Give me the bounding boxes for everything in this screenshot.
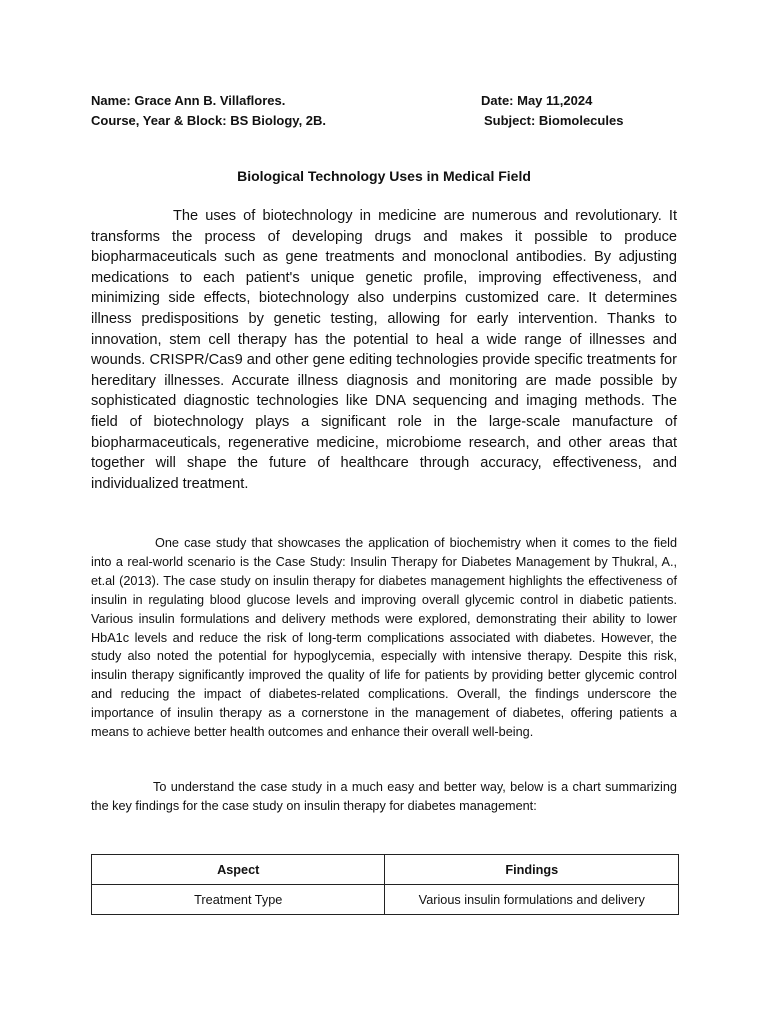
paragraph-chart-intro: To understand the case study in a much easy and better way, below is a chart summarizing the key findings for the case study on insulin therapy for diabetes management: bbox=[91, 780, 677, 813]
course-year-block: Course, Year & Block: BS Biology, 2B. bbox=[91, 113, 327, 128]
document-title: Biological Technology Uses in Medical Field bbox=[237, 168, 531, 184]
table-cell-aspect: Treatment Type bbox=[92, 885, 385, 915]
findings-table bbox=[91, 854, 679, 915]
student-name: Name: Grace Ann B. Villaflores. bbox=[91, 93, 286, 108]
paragraph-biotech-uses: The uses of biotechnology in medicine are numerous and revolutionary. It transforms the process of developing drugs and makes it possible to produce biopharmaceuticals such as gene treatments and monoclonal antibodies. By adjusting medications to each patient's unique genetic profile, improving effectiveness, and minimizing side effects, biotechnology also underpins customized care. It determines illness predispositions by genetic testing, allowing for early intervention. Thanks to innovation, stem cell therapy has the potential to heal a wide range of illnesses and wounds. CRISPR/Cas9 and other gene editing technologies provide specific treatments for hereditary illnesses. Accurate illness diagnosis and monitoring are made possible by sophisticated diagnostic technologies like DNA sequencing and imaging methods. The field of biotechnology plays a significant role in the large-scale manufacture of biopharmaceuticals, regenerative medicine, microbiome research, and other areas that together will shape the future of healthcare through accuracy, effectiveness, and individualized treatment. bbox=[91, 208, 677, 492]
table-cell-findings: Various insulin formulations and delivery bbox=[385, 885, 679, 915]
table-header-row bbox=[92, 855, 679, 885]
column-header-aspect: Aspect bbox=[92, 855, 385, 885]
paragraph-case-study: One case study that showcases the application of biochemistry when it comes to the field into a real-world scenario is the Case Study: Insulin Therapy for Diabetes Management by Thukral, A., et.al (2013). The case study on insulin therapy for diabetes management highlights the effectiveness of insulin in regulating blood glucose levels and improving overall glycemic control in diabetic patients. Various insulin formulations and delivery methods were explored, demonstrating their ability to lower HbA1c levels and reduce the risk of long-term complications associated with diabetes. However, the study also noted the potential for hypoglycemia, especially with intensive therapy. Despite this risk, insulin therapy significantly improved the quality of life for patients by providing better glycemic control and reducing the impact of diabetes-related complications. Overall, the findings underscore the importance of insulin therapy as a cornerstone in the management of diabetes, offering patients a means to achieve better health outcomes and enhance their overall well-being. bbox=[91, 536, 677, 740]
subject-label: Subject: Biomolecules bbox=[484, 113, 624, 128]
table-row bbox=[92, 885, 679, 915]
column-header-findings: Findings bbox=[385, 855, 679, 885]
submission-date: Date: May 11,2024 bbox=[481, 93, 593, 108]
